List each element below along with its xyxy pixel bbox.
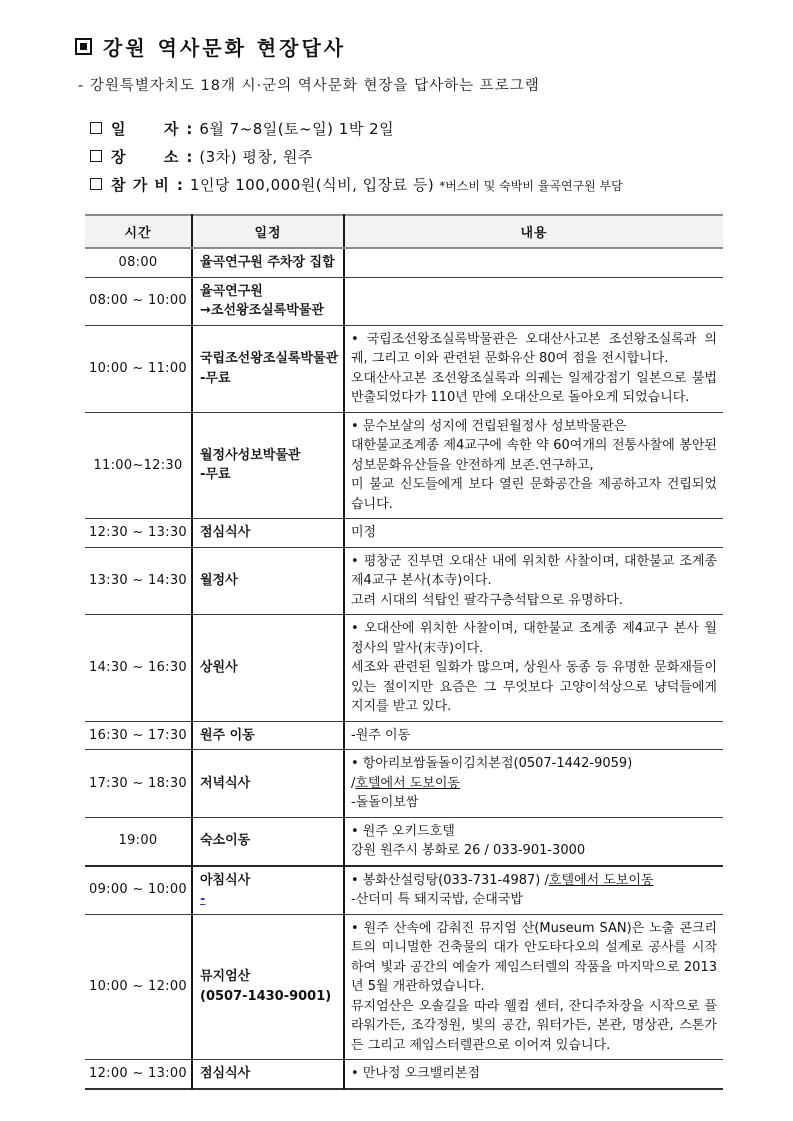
text-line — [351, 552, 717, 591]
page-subtitle: - 강원특별자치도 18개 시·군의 역사문화 현장을 답사하는 프로그램 — [78, 78, 540, 94]
info-colon: : — [176, 176, 183, 194]
text-segment: 고려 시대의 석탑인 팔각구층석탑으로 유명하다. — [351, 592, 623, 608]
text-line — [200, 831, 339, 851]
text-segment: (0507-1430-9001) — [200, 988, 332, 1004]
text-segment: 아침식사 — [200, 872, 251, 888]
content-cell — [344, 866, 723, 915]
content-cell — [344, 547, 723, 615]
info-note: *버스비 및 숙박비 율곡연구원 부담 — [439, 179, 623, 193]
schedule-cell — [192, 750, 344, 818]
text-segment: • 원주 산속에 감춰진 뮤지엄 산(Museum SAN)은 노출 콘크리트의 미니멀한 건축물의 대가 안도타다오의 설계로 공사를 시작하여 빛과 공간의 예술가 제임스터렐의 작품을 마지막으로 2013년 5월 개관하였습니다. — [351, 920, 717, 994]
text-line — [351, 369, 717, 408]
text-segment: 국립조선왕조실록박물관 — [200, 351, 339, 366]
column-header-content: 내용 — [344, 215, 723, 248]
schedule-cell — [192, 817, 344, 866]
column-header-schedule: 일정 — [192, 215, 344, 248]
text-segment: • 원주 오키드호텔 — [351, 823, 455, 839]
text-line — [200, 1064, 339, 1084]
schedule-cell — [192, 325, 344, 412]
info-label: 참 가 비 — [111, 176, 170, 194]
table-row — [85, 866, 723, 915]
content-cell — [344, 615, 723, 722]
schedule-cell — [192, 1060, 344, 1089]
text-segment: 세조와 관련된 일화가 많으며, 상원사 동종 등 유명한 문화재들이 있는 절이지만 요즘은 그 무엇보다 고양이석상으로 냥덕들에게 지지를 받고 있다. — [351, 660, 717, 714]
time-cell: 10:00 ~ 11:00 — [85, 325, 192, 412]
table-row — [85, 914, 723, 1060]
text-line — [200, 726, 339, 746]
text-segment: 대한불교조계종 제4교구에 속한 약 60여개의 전통사찰에 봉안된 성보문화유산들을 안전하게 보존.연구하고, — [351, 438, 717, 473]
content-cell — [344, 412, 723, 519]
time-cell: 08:00 ~ 10:00 — [85, 277, 192, 325]
checkbox-bullet-icon — [90, 150, 102, 162]
checkbox-bullet-icon — [90, 178, 102, 190]
text-segment: -돌돌이보쌈 — [351, 795, 419, 810]
text-line — [200, 369, 339, 389]
text-segment: 미 불교 신도들에게 보다 열린 문화공간을 제공하고자 건립되었습니다. — [351, 477, 717, 512]
text-segment: -산더미 특 돼지국밥, 순대국밥 — [351, 892, 523, 907]
text-line — [351, 417, 717, 437]
text-line — [351, 871, 717, 891]
text-segment: • 평창군 진부면 오대산 내에 위치한 사찰이며, 대한불교 조계종 제4교구 본사(本寺)이다. — [351, 553, 717, 588]
text-segment: -무료 — [200, 370, 231, 386]
schedule-table — [85, 214, 723, 1090]
time-cell: 13:30 ~ 14:30 — [85, 547, 192, 615]
text-line — [351, 919, 717, 997]
text-line — [351, 841, 717, 861]
text-line — [351, 475, 717, 514]
text-line — [200, 301, 339, 321]
table-row — [85, 519, 723, 548]
time-cell: 14:30 ~ 16:30 — [85, 615, 192, 722]
table-row — [85, 1060, 723, 1089]
info-item-place — [90, 143, 793, 171]
text-line — [351, 523, 717, 543]
text-line — [200, 871, 339, 891]
info-label: 장 소 — [111, 148, 180, 166]
schedule-table-head — [85, 215, 723, 248]
text-line — [200, 987, 339, 1007]
content-cell — [344, 750, 723, 818]
text-segment: 강원 원주시 봉화로 26 / 033-901-3000 — [351, 843, 586, 858]
text-segment: 점심식사 — [200, 1066, 251, 1081]
text-segment: 미정 — [351, 525, 377, 540]
content-cell — [344, 277, 723, 325]
info-item-fee — [90, 171, 793, 200]
text-segment: 저녁식사 — [200, 775, 251, 791]
text-line — [200, 465, 339, 485]
content-cell — [344, 519, 723, 548]
text-segment: 율곡연구원 주차장 집합 — [200, 255, 335, 270]
schedule-cell — [192, 866, 344, 915]
text-segment: 뮤지엄산 — [200, 969, 251, 985]
text-segment: • 오대산에 위치한 사찰이며, 대한불교 조계종 제4교구 본사 월정사의 말사(末寺)이다. — [351, 621, 717, 656]
text-segment: • 만나정 오크밸리본점 — [351, 1066, 480, 1081]
blue-text: - — [200, 892, 206, 907]
info-list — [90, 115, 793, 200]
info-colon: : — [186, 120, 193, 138]
text-line — [200, 890, 339, 910]
text-segment: • 항아리보쌈돌돌이김치본점(0507-1442-9059) — [351, 756, 633, 771]
schedule-table-body — [85, 248, 723, 1089]
table-row — [85, 721, 723, 750]
schedule-cell — [192, 615, 344, 722]
text-line — [351, 658, 717, 717]
text-line — [351, 754, 717, 774]
page-title: 강원 역사문화 현장답사 — [103, 36, 347, 60]
time-cell: 09:00 ~ 10:00 — [85, 866, 192, 915]
text-line — [200, 282, 339, 302]
content-cell — [344, 1060, 723, 1089]
table-row — [85, 248, 723, 277]
time-cell: 12:30 ~ 13:30 — [85, 519, 192, 548]
text-line — [200, 774, 339, 794]
text-segment: 뮤지엄산은 오솔길을 따라 웰컴 센터, 잔디주차장을 시작으로 플라워가든, 조각정원, 빛의 공간, 워터가든, 본관, 명상관, 스톤가든 그리고 제임스터렐관으로 이어져 있습니다. — [351, 998, 717, 1053]
info-value: 1인당 100,000원(식비, 입장료 등) — [189, 176, 435, 194]
text-line — [351, 619, 717, 658]
text-segment: 상원사 — [200, 660, 238, 675]
time-cell: 11:00~12:30 — [85, 412, 192, 519]
text-line — [200, 967, 339, 987]
underlined-text: 호텔에서 도보이동 — [355, 775, 460, 791]
text-segment: -무료 — [200, 467, 231, 483]
header-row — [85, 215, 723, 248]
schedule-cell — [192, 412, 344, 519]
text-line — [351, 591, 717, 611]
schedule-cell — [192, 519, 344, 548]
text-line — [351, 997, 717, 1056]
text-segment: • 문수보살의 성지에 건립된월정사 성보박물관은 — [351, 418, 627, 434]
table-row — [85, 325, 723, 412]
info-label: 일 자 — [111, 120, 180, 138]
table-row — [85, 750, 723, 818]
text-segment: / — [351, 775, 356, 791]
checkbox-bullet-icon — [90, 122, 102, 134]
column-header-time: 시간 — [85, 215, 192, 248]
text-segment: 월정사성보박물관 — [200, 447, 301, 463]
text-segment: 숙소이동 — [200, 833, 251, 849]
text-segment: 원주 이동 — [200, 727, 255, 743]
text-segment: -원주 이동 — [351, 727, 411, 743]
text-line — [351, 436, 717, 475]
table-row — [85, 615, 723, 722]
text-segment: • 국립조선왕조실록박물관은 오대산사고본 조선왕조실록과 의궤, 그리고 이와 관련된 문화유산 80여 점을 전시합니다. — [351, 331, 717, 366]
content-cell — [344, 248, 723, 277]
info-value: (3차) 평창, 원주 — [199, 148, 313, 166]
title-bullet-icon — [75, 38, 92, 55]
time-cell: 10:00 ~ 12:00 — [85, 914, 192, 1060]
schedule-cell — [192, 547, 344, 615]
text-line — [200, 571, 339, 591]
table-row — [85, 412, 723, 519]
text-line — [200, 658, 339, 678]
text-line — [351, 726, 717, 746]
title-row — [75, 32, 793, 61]
info-colon: : — [186, 148, 193, 166]
info-item-date — [90, 115, 793, 143]
time-cell: 16:30 ~ 17:30 — [85, 721, 192, 750]
time-cell: 08:00 — [85, 248, 192, 277]
text-segment: • 봉화산설렁탕(033-731-4987) / — [351, 872, 549, 888]
schedule-cell — [192, 721, 344, 750]
text-line — [351, 793, 717, 813]
text-line — [200, 446, 339, 466]
text-line — [351, 774, 717, 794]
text-line — [200, 349, 339, 369]
schedule-cell — [192, 248, 344, 277]
text-line — [351, 1064, 717, 1084]
schedule-cell — [192, 277, 344, 325]
text-segment: 점심식사 — [200, 525, 251, 540]
table-row — [85, 277, 723, 325]
text-segment: 오대산사고본 조선왕조실록과 의궤는 일제강점기 일본으로 불법 반출되었다가 110년 만에 오대산으로 돌아오게 되었습니다. — [351, 370, 717, 405]
time-cell: 12:00 ~ 13:00 — [85, 1060, 192, 1089]
text-line — [351, 822, 717, 842]
content-cell — [344, 325, 723, 412]
text-line — [351, 330, 717, 369]
content-cell — [344, 721, 723, 750]
time-cell: 17:30 ~ 18:30 — [85, 750, 192, 818]
title-bullet-inner — [80, 43, 87, 50]
text-segment: →조선왕조실록박물관 — [200, 303, 324, 318]
time-cell: 19:00 — [85, 817, 192, 866]
info-value: 6월 7~8일(토~일) 1박 2일 — [199, 120, 395, 138]
text-line — [200, 523, 339, 543]
schedule-cell — [192, 914, 344, 1060]
text-segment: 율곡연구원 — [200, 283, 263, 299]
underlined-text: 호텔에서 도보이동 — [548, 872, 654, 888]
content-cell — [344, 914, 723, 1060]
text-line — [200, 253, 339, 273]
table-row — [85, 547, 723, 615]
text-segment: 월정사 — [200, 573, 238, 588]
table-row — [85, 817, 723, 866]
text-line — [351, 890, 717, 910]
content-cell — [344, 817, 723, 866]
